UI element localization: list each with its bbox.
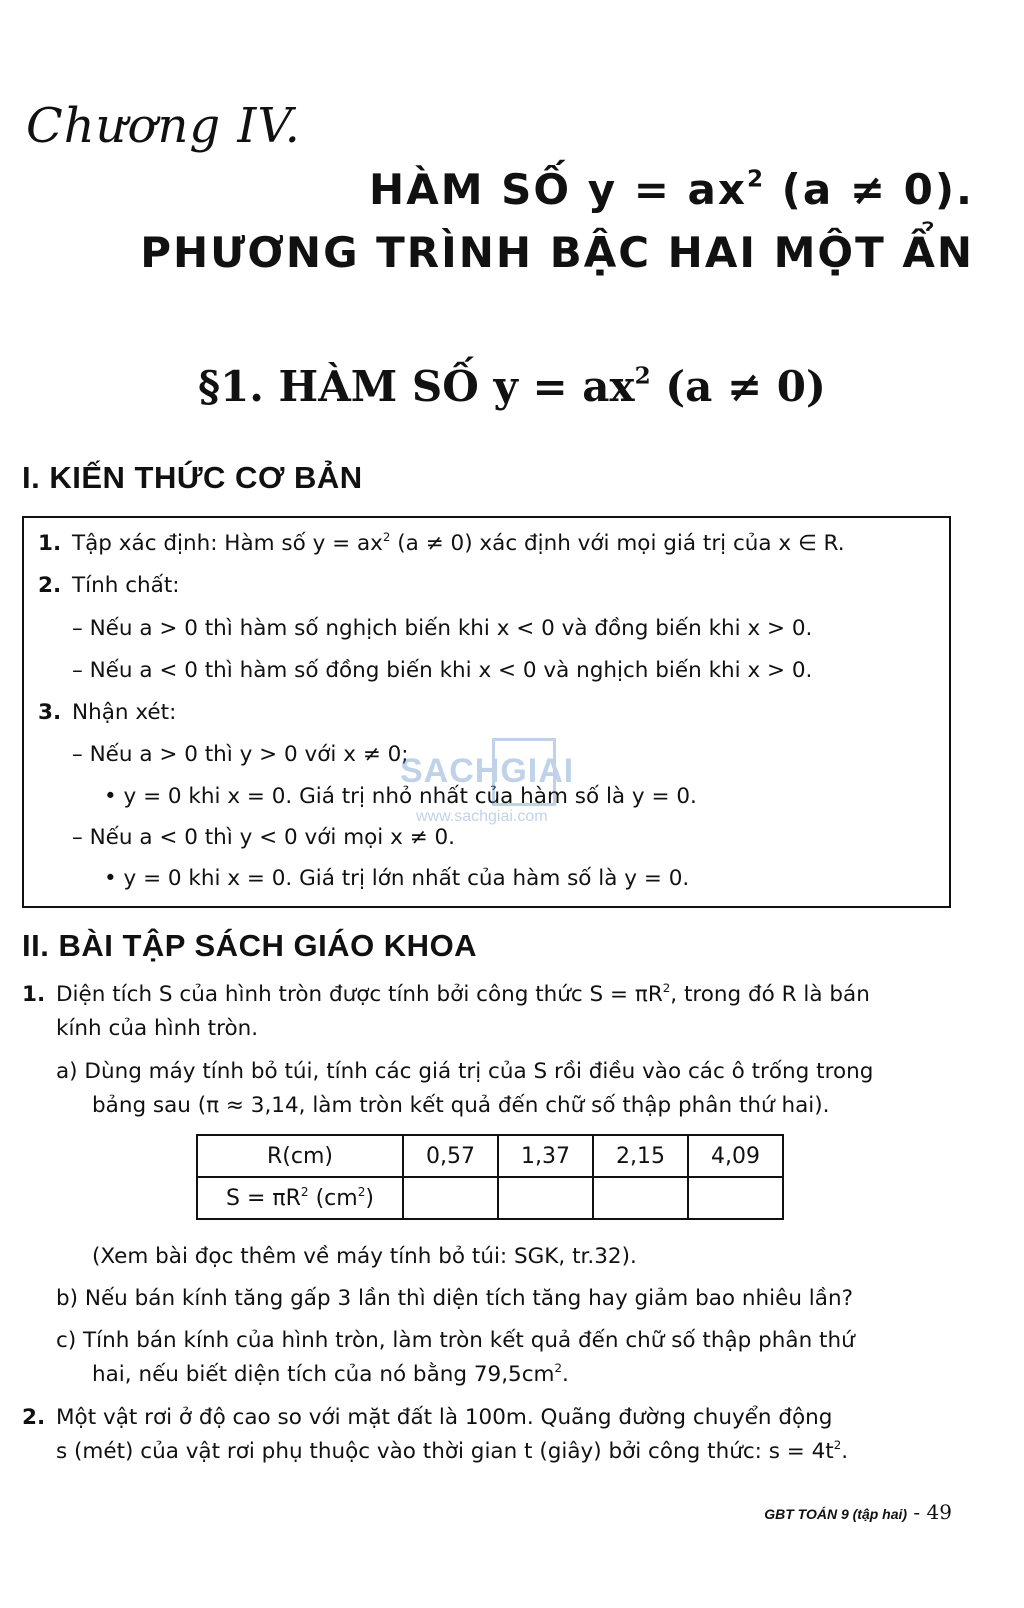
ex1-b: b) Nếu bán kính tăng gấp 3 lần thì diện tích tăng hay giảm bao nhiêu lần? [56, 1286, 853, 1311]
table-cell-empty [688, 1177, 783, 1219]
table-cell-empty [403, 1177, 498, 1219]
page-number: - 49 [907, 1500, 952, 1524]
table-cell-r: 4,09 [688, 1135, 783, 1177]
table-row-area [197, 1177, 783, 1219]
ex1-c-line-1: c) Tính bán kính của hình tròn, làm tròn kết quả đến chữ số thập phân thứ [56, 1328, 855, 1353]
box-line-8: – Nếu a < 0 thì y < 0 với mọi x ≠ 0. [72, 825, 456, 850]
chapter-title-line2: PHƯƠNG TRÌNH BẬC HAI MỘT ẨN [140, 228, 974, 277]
table-cell-r: 0,57 [403, 1135, 498, 1177]
table-header-area: $S = \pi R^2$ $(cm^2)$ [197, 1177, 403, 1219]
box-line-9: • y = 0 khi x = 0. Giá trị lớn nhất của hàm số là y = 0. [104, 866, 690, 891]
watermark-url: www.sachgiai.com [416, 808, 548, 825]
table-header-radius: R(cm) [197, 1135, 403, 1177]
watermark-text: SACHGIAI [400, 752, 575, 790]
ex1-c-line-2: hai, nếu biết diện tích của nó bằng $79,5cm^2$. [92, 1361, 569, 1387]
footer-book-title: GBT TOÁN 9 (tập hai) [764, 1506, 908, 1522]
ex1-a-line-2: bảng sau (π ≈ 3,14, làm tròn kết quả đến chữ số thập phân thứ hai). [92, 1093, 830, 1118]
box-line-6: – Nếu a > 0 thì y > 0 với x ≠ 0; [72, 742, 409, 767]
ex2-line-2: s (mét) của vật rơi phụ thuộc vào thời gian t (giây) bởi công thức: $s = 4t^2$. [56, 1438, 849, 1464]
table-cell-empty [593, 1177, 688, 1219]
ex2-line-1: 2. Một vật rơi ở độ cao so với mặt đất là 100m. Quãng đường chuyển động [22, 1405, 833, 1430]
page-footer [764, 1500, 952, 1524]
box-line-3: – Nếu a > 0 thì hàm số nghịch biến khi x < 0 và đồng biến khi x > 0. [72, 616, 813, 641]
chapter-title-line1: HÀM SỐ $y = ax^2$ (a ≠ 0). [369, 165, 974, 214]
ex1-line-1: 1. Diện tích S của hình tròn được tính bởi công thức $S = \pi R^2$, trong đó R là bán [22, 981, 870, 1007]
part1-heading: I. KIẾN THỨC CƠ BẢN [22, 460, 363, 495]
box-line-7: • y = 0 khi x = 0. Giá trị nhỏ nhất của hàm số là y = 0. [104, 784, 697, 809]
chapter-label: Chương IV. [26, 98, 301, 154]
radius-area-table [196, 1134, 784, 1220]
ex1-a-line-1: a) Dùng máy tính bỏ túi, tính các giá trị của S rồi điều vào các ô trống trong [56, 1059, 874, 1084]
table-row-radius [197, 1135, 783, 1177]
watermark-logo [400, 736, 600, 832]
box-line-5: 3. Nhận xét: [38, 700, 177, 725]
table-cell-r: 2,15 [593, 1135, 688, 1177]
box-line-1: 1. Tập xác định: Hàm số $y = ax^2$ (a ≠ 0) xác định với mọi giá trị của x ∈ R. [38, 530, 845, 556]
box-line-4: – Nếu a < 0 thì hàm số đồng biến khi x < 0 và nghịch biến khi x > 0. [72, 658, 813, 683]
table-cell-empty [498, 1177, 593, 1219]
ex1-note: (Xem bài đọc thêm về máy tính bỏ túi: SGK, tr.32). [92, 1244, 637, 1269]
box-line-2: 2. Tính chất: [38, 573, 180, 598]
table-cell-r: 1,37 [498, 1135, 593, 1177]
section-title: §1. HÀM SỐ $y = ax^2$ (a ≠ 0) [198, 362, 826, 411]
ex1-line-2: kính của hình tròn. [56, 1016, 259, 1041]
part2-heading: II. BÀI TẬP SÁCH GIÁO KHOA [22, 928, 478, 963]
